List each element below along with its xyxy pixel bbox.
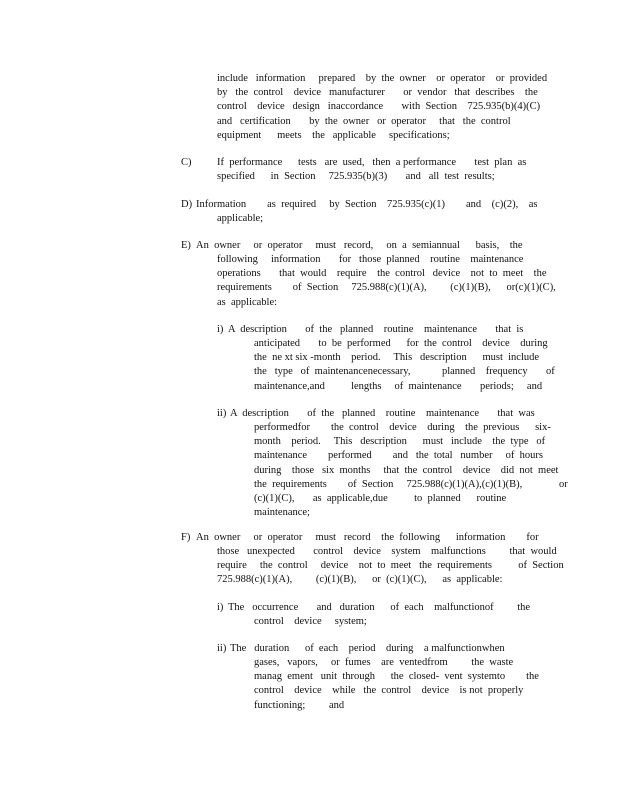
text-line: 725.988(c)(1)(A), (c)(1)(B), or (c)(1)(C), as applicable: bbox=[217, 574, 503, 586]
item-d-first-line: Information as required by Section 725.935(c)(1) and (c)(2), as bbox=[196, 199, 538, 210]
text-line: operations that would require the control device not to meet the bbox=[217, 268, 547, 280]
item-e-label: E) bbox=[181, 240, 191, 251]
text-line: by the control device manufacturer or vendor that describes the bbox=[217, 87, 538, 99]
text-line: manag ement unit through the closed- vent systemto the bbox=[254, 671, 539, 683]
item-f-sub-i-text bbox=[254, 615, 367, 629]
item-d-label: D) bbox=[181, 199, 193, 210]
item-e-first-line: An owner or operator must record, on a semiannual basis, the bbox=[196, 240, 523, 251]
item-f-sub-i-label: i) bbox=[217, 602, 224, 613]
item-e-sub-ii-text bbox=[254, 421, 568, 520]
text-line: during those six months that the control device did not meet bbox=[254, 464, 559, 476]
text-line: and certification by the owner or operator that the control bbox=[217, 115, 511, 127]
item-f-sub-i-first-line: The occurrence and duration of each malfunctionof the bbox=[228, 602, 531, 613]
text-line: those unexpected control device system malfunctions that would bbox=[217, 546, 557, 557]
text-line: specified in Section 725.935(b)(3) and all test results; bbox=[217, 171, 495, 183]
text-line: the ne xt six -month period. This description must include bbox=[254, 352, 540, 364]
text-line: the requirements of Section 725.988(c)(1)(A),(c)(1)(B), or bbox=[254, 478, 568, 490]
item-e-sub-ii-label: ii) bbox=[217, 408, 227, 419]
text-line: requirements of Section 725.988(c)(1)(A), (c)(1)(B), or(c)(1)(C), bbox=[217, 282, 556, 294]
item-f-label: F) bbox=[181, 532, 191, 543]
item-d-text bbox=[217, 212, 263, 226]
text-line: control device system; bbox=[254, 616, 367, 627]
text-line: performedfor the control device during the previous six- bbox=[254, 422, 551, 433]
item-f-sub-ii-first-line: The duration of each period during a malfunctionwhen bbox=[230, 643, 505, 654]
continuation-paragraph bbox=[217, 72, 547, 143]
text-line: applicable; bbox=[217, 213, 264, 224]
item-e-text bbox=[217, 253, 556, 310]
text-line: maintenance; bbox=[254, 507, 310, 519]
text-line: following information for those planned routine maintenance bbox=[217, 254, 524, 265]
text-line: month period. This description must include the type of bbox=[254, 436, 546, 448]
item-e-sub-i-text bbox=[254, 337, 555, 394]
item-e-sub-ii-first-line: A description of the planned routine maintenance that was bbox=[230, 408, 535, 419]
item-c-label: C) bbox=[181, 157, 192, 168]
text-line: maintenance performed and the total number of hours bbox=[254, 450, 543, 462]
item-f-text bbox=[217, 545, 564, 588]
text-line: anticipated to be performed for the control device during bbox=[254, 338, 548, 349]
item-e-sub-i-first-line: A description of the planned routine maintenance that is bbox=[228, 324, 524, 335]
item-f-first-line: An owner or operator must record the following information for bbox=[196, 532, 539, 543]
text-line: equipment meets the applicable specifications; bbox=[217, 129, 450, 141]
text-line: gases, vapors, or fumes are ventedfrom the waste bbox=[254, 657, 514, 668]
text-line: If performance tests are used, then a performance test plan as bbox=[217, 157, 527, 168]
text-line: require the control device not to meet the requirements of Section bbox=[217, 560, 564, 572]
text-line: control device while the control device is not properly bbox=[254, 685, 524, 697]
text-line: control device design inaccordance with Section 725.935(b)(4)(C) bbox=[217, 101, 541, 113]
text-line: (c)(1)(C), as applicable,due to planned routine bbox=[254, 492, 507, 504]
text-line: as applicable: bbox=[217, 296, 278, 308]
item-e-sub-i-label: i) bbox=[217, 324, 224, 335]
item-f-sub-ii-label: ii) bbox=[217, 643, 227, 654]
text-line: functioning; and bbox=[254, 699, 345, 711]
item-f-sub-ii-text bbox=[254, 656, 539, 713]
text-line: the type of maintenancenecessary, planned frequency of bbox=[254, 366, 555, 378]
text-line: maintenance,and lengths of maintenance periods; and bbox=[254, 380, 543, 392]
item-c-text bbox=[217, 156, 526, 184]
text-line: include information prepared by the owner or operator or provided bbox=[217, 73, 548, 84]
